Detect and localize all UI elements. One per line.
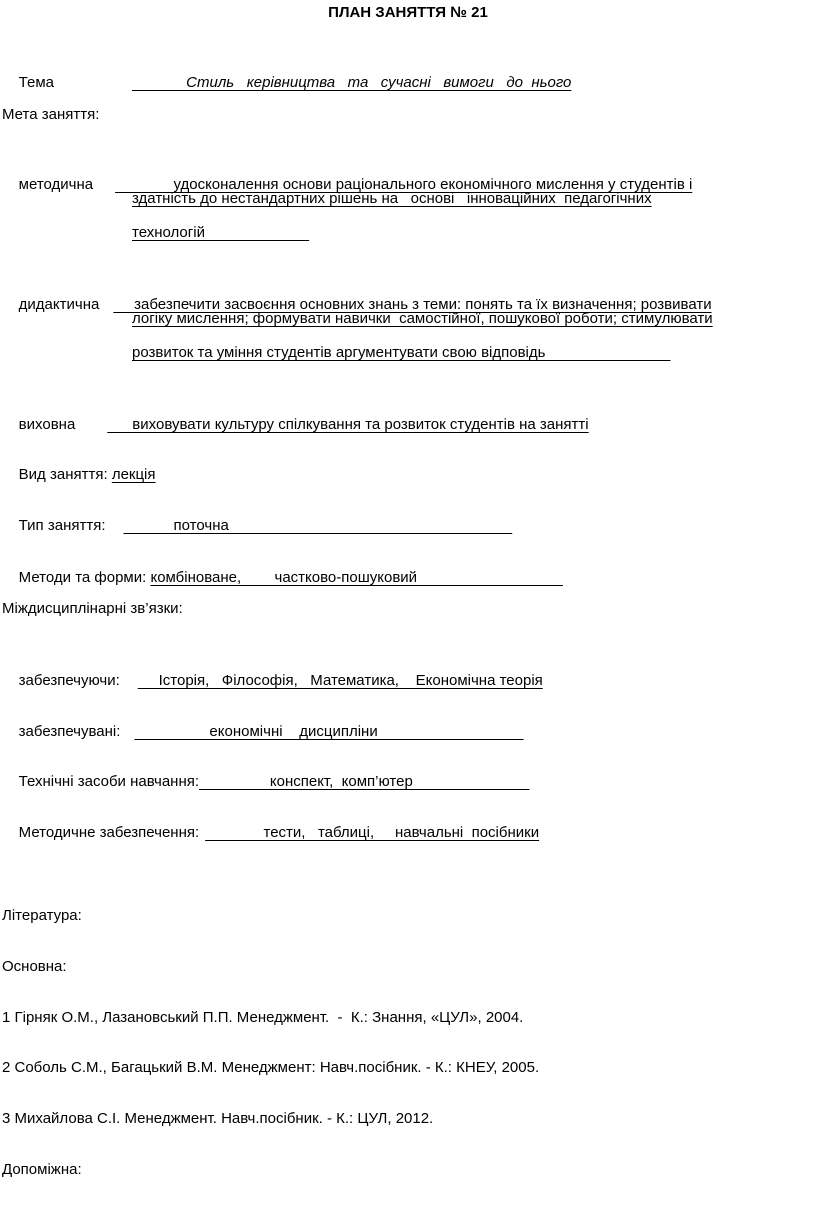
methodical-label: методична bbox=[18, 176, 94, 193]
interdisciplinary-label: Міждисциплінарні зв’язки: bbox=[2, 600, 183, 617]
methods-label: Методи та форми: bbox=[18, 569, 151, 586]
methodical-line-1: удосконалення основи раціонального економічного мислення у студентів і bbox=[115, 176, 693, 193]
lesson-kind-label: Вид заняття: bbox=[18, 466, 112, 483]
didactic-line-1: забезпечити засвоєння основних знань з теми: понять та їх визначення; розвивати bbox=[113, 296, 712, 313]
providing-label: забезпечуючи: bbox=[18, 672, 120, 689]
didactic-line-2: логіку мислення; формувати навички самостійної, пошукової роботи; стимулювати bbox=[132, 310, 713, 327]
methodical-support-row bbox=[2, 803, 539, 863]
literature-label: Література: bbox=[2, 907, 82, 924]
provided-value: економічні дисципліни bbox=[134, 723, 524, 740]
lesson-kind-value: лекція bbox=[111, 466, 156, 483]
topic-row bbox=[2, 53, 571, 113]
topic-value: Стиль керівництва та сучасні вимоги до нього bbox=[132, 74, 572, 91]
technical-means-label: Технічні засоби навчання: bbox=[18, 773, 200, 790]
page-title: ПЛАН ЗАНЯТТЯ № 21 bbox=[328, 4, 488, 21]
lesson-type-row bbox=[2, 496, 512, 556]
topic-label: Тема bbox=[18, 74, 54, 91]
methodical-support-value: тести, таблиці, навчальні посібники bbox=[205, 824, 540, 841]
reference-item: 2 Соболь С.М., Багацький В.М. Менеджмент: Навч.посібник. - К.: КНЕУ, 2005. bbox=[2, 1059, 540, 1076]
methodical-support-label: Методичне забезпечення: bbox=[18, 824, 200, 841]
reference-item: 3 Михайлова С.І. Менеджмент. Навч.посібник. - К.: ЦУЛ, 2012. bbox=[2, 1110, 434, 1127]
educational-label: виховна bbox=[18, 416, 76, 433]
provided-label: забезпечувані: bbox=[18, 723, 121, 740]
lesson-type-label: Тип заняття: bbox=[18, 517, 106, 534]
main-literature-label: Основна: bbox=[2, 958, 67, 975]
methods-value: комбіноване, частково-пошуковий bbox=[150, 569, 563, 586]
methodical-line-3: технологій bbox=[132, 224, 310, 241]
goal-label: Мета заняття: bbox=[2, 106, 100, 123]
supplementary-literature-label: Допоміжна: bbox=[2, 1161, 82, 1178]
providing-value: Історія, Філософія, Математика, Економічна теорія bbox=[137, 672, 543, 689]
didactic-label: дидактична bbox=[18, 296, 100, 313]
reference-item: 1 Гірняк О.М., Лазановський П.П. Менеджмент. - К.: Знання, «ЦУЛ», 2004. bbox=[2, 1009, 524, 1026]
didactic-line-3: розвиток та уміння студентів аргументувати свою відповідь bbox=[132, 344, 671, 361]
methodical-line-2: здатність до нестандартних рішень на основі інноваційних педагогічних bbox=[132, 190, 652, 207]
lesson-type-value: поточна bbox=[123, 517, 513, 534]
educational-value: виховувати культуру спілкування та розвиток студентів на занятті bbox=[107, 416, 589, 433]
technical-means-value: конспект, комп’ютер bbox=[199, 773, 530, 790]
